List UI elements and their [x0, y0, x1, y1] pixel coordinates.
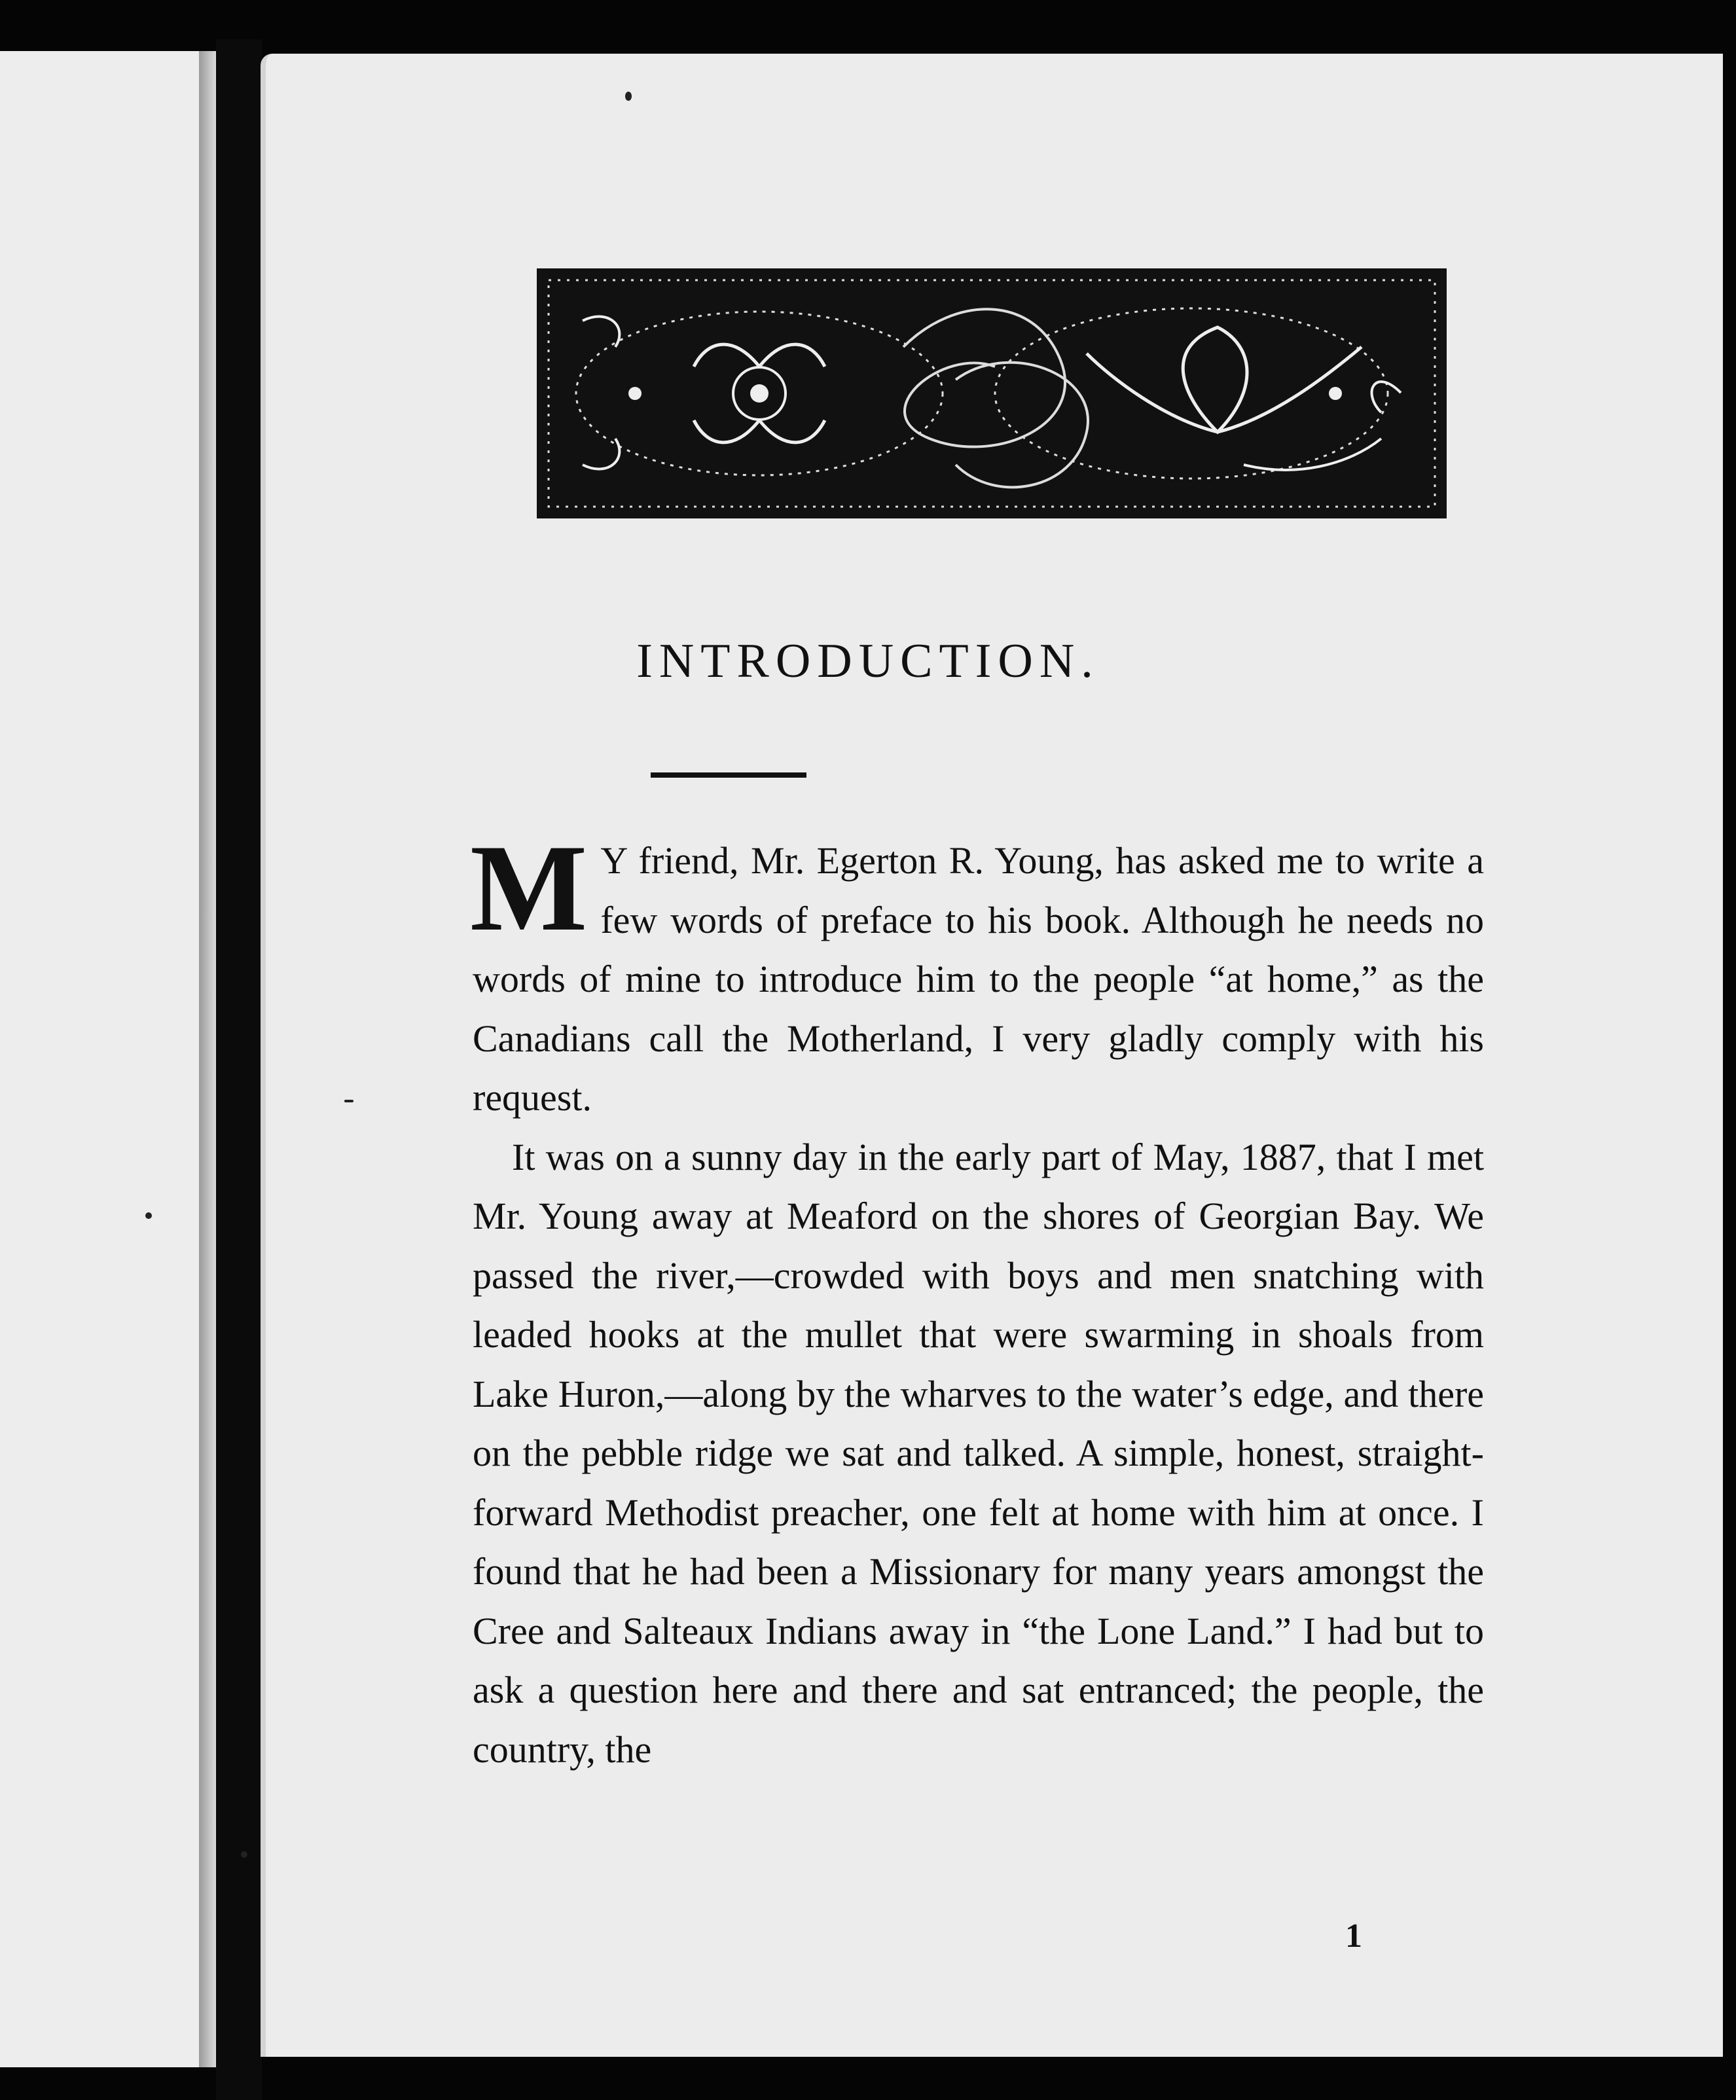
book-spine	[216, 39, 262, 2100]
page-binding-edge	[199, 51, 216, 2067]
introduction-body	[470, 820, 1484, 1779]
title-divider	[651, 772, 806, 778]
margin-speck	[145, 1212, 152, 1219]
margin-speck	[344, 1100, 353, 1102]
facing-page	[0, 51, 216, 2067]
paragraph-2: It was on a sunny day in the early part of May, 1887, that I met Mr. Young away at Meaford on the shores of Georgian Bay. We passed the river,—crowded with boys and men snatching with leaded hooks at the mullet that were swarming in shoals from Lake Huron,—along by the wharves to the water’s edge, and there on the pebble ridge we sat and talked. A simple, honest, straight-forward Methodist preacher, one felt at home with him at once. I found that he had been a Missionary for many years amongst the Cree and Salteaux Indians away in “the Lone Land.” I had but to ask a question here and there and sat entranced; the people, the country, the	[473, 1135, 1484, 1771]
margin-speck	[241, 1851, 247, 1858]
paragraph-1-text: Y friend, Mr. Egerton R. Young, has asked me to write a few words of preface to his book. Although he needs no words of mine to introduce him to the people “at home,” as the Canadians call the Motherland, I very gladly comply with his request.	[473, 839, 1484, 1119]
paragraph-1	[470, 820, 1484, 1128]
ornament-graphic	[537, 268, 1447, 518]
page-number: 1	[1345, 1917, 1362, 1955]
page-title: INTRODUCTION.	[636, 634, 1100, 688]
margin-speck	[625, 92, 632, 101]
drop-cap: M	[470, 820, 588, 957]
ornamental-headpiece	[537, 268, 1447, 518]
